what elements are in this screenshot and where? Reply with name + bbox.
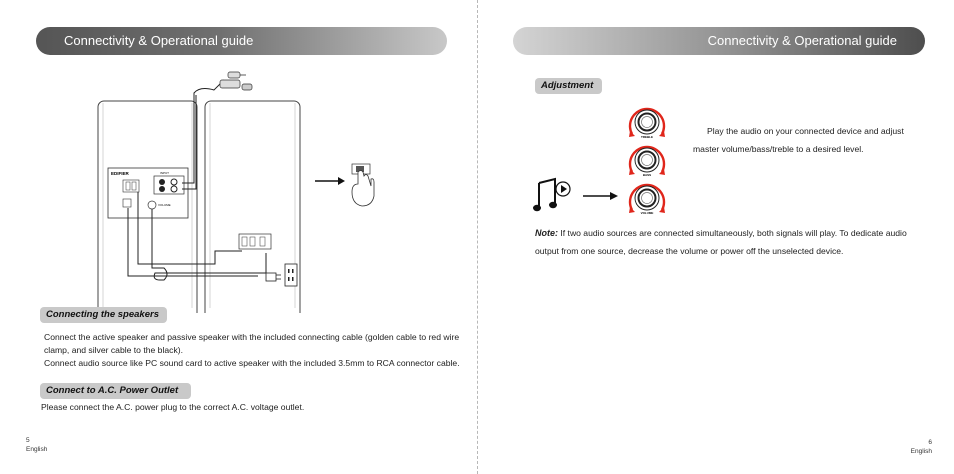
treble-knob-label: TREBLE bbox=[641, 135, 653, 139]
connecting-heading bbox=[40, 307, 167, 323]
connecting-paragraph bbox=[44, 331, 464, 370]
hand-press-icon bbox=[344, 160, 384, 210]
power-heading-text: Connect to A.C. Power Outlet bbox=[46, 385, 179, 396]
right-banner-title: Connectivity & Operational guide bbox=[707, 33, 897, 48]
adjustment-heading bbox=[535, 78, 602, 94]
brand-label: EDIFIER bbox=[111, 171, 129, 176]
left-page-number: 5 bbox=[26, 437, 30, 444]
right-banner bbox=[513, 27, 925, 55]
knob-stack bbox=[623, 104, 671, 216]
left-banner bbox=[36, 27, 447, 55]
bass-knob[interactable] bbox=[623, 142, 671, 178]
adjustment-instructions bbox=[693, 122, 933, 158]
note-label: Note: bbox=[535, 228, 558, 238]
left-page-footer bbox=[26, 436, 47, 454]
arrow-icon bbox=[583, 190, 619, 202]
input-label: INPUT bbox=[160, 171, 169, 175]
right-page bbox=[477, 0, 954, 474]
power-paragraph: Please connect the A.C. power plug to the correct A.C. voltage outlet. bbox=[41, 402, 305, 412]
connecting-line-1: Connect the active speaker and passive speaker with the included connecting cable (golden cable to red wire bbox=[44, 332, 460, 342]
treble-knob[interactable] bbox=[623, 104, 671, 140]
rca-connector bbox=[220, 72, 252, 90]
adjustment-line-1: Play the audio on your connected device and adjust bbox=[707, 126, 904, 136]
speaker-connection-diagram bbox=[90, 68, 350, 313]
power-plug bbox=[266, 273, 276, 281]
bass-knob-label: BASS bbox=[642, 173, 652, 177]
right-page-language: English bbox=[910, 448, 932, 455]
music-note-icon bbox=[533, 177, 573, 215]
connecting-line-3: Connect audio source like PC sound card to active speaker with the included 3.5mm to RCA connector cable. bbox=[44, 358, 460, 368]
left-banner-title: Connectivity & Operational guide bbox=[64, 33, 254, 48]
note-paragraph bbox=[535, 224, 935, 260]
rca-input-block bbox=[154, 176, 184, 194]
adjustment-heading-text: Adjustment bbox=[541, 80, 594, 91]
connecting-heading-text: Connecting the speakers bbox=[46, 309, 159, 320]
note-line-2: output from one source, decrease the volume or power off the unselected device. bbox=[535, 246, 844, 256]
right-page-footer bbox=[911, 438, 932, 456]
note-line-1 bbox=[535, 224, 935, 242]
adjustment-line-2: master volume/bass/treble to a desired level. bbox=[693, 144, 864, 154]
volume-knob-label: VOLUME bbox=[640, 211, 654, 215]
note-text-1: If two audio sources are connected simultaneously, both signals will play. To dedicate audio bbox=[558, 228, 907, 238]
power-heading bbox=[40, 383, 191, 399]
left-page-language: English bbox=[26, 446, 48, 453]
wall-outlet bbox=[285, 264, 297, 286]
volume-knob[interactable] bbox=[623, 180, 671, 216]
connecting-line-2: clamp, and silver cable to the black). bbox=[44, 345, 183, 355]
volume-label: VOLUME bbox=[158, 203, 171, 207]
right-page-number: 6 bbox=[928, 439, 932, 446]
